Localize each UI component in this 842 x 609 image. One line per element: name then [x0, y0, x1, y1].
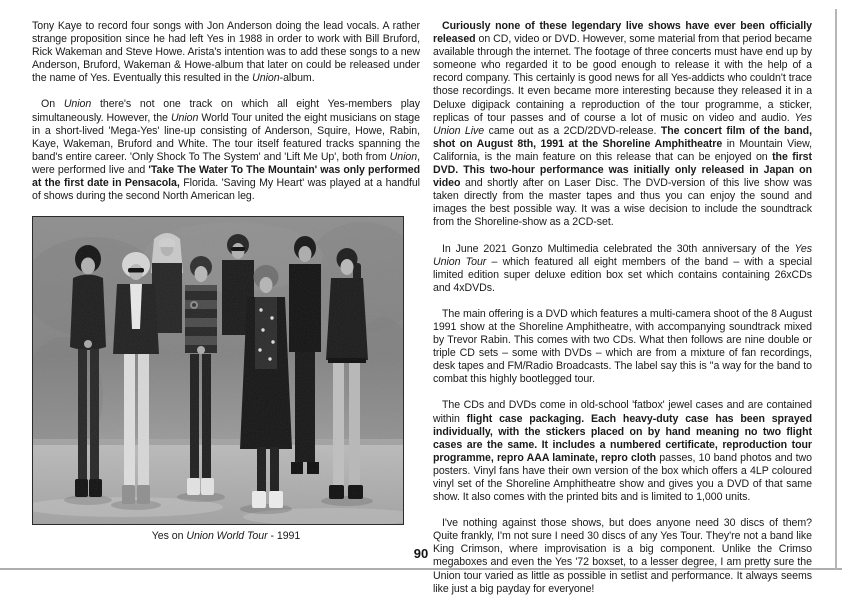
left-column: [32, 20, 420, 543]
paragraph: Curiously none of these legendary live shows have ever been officially released on CD, video or DVD. However, some material from that period became available through the internet. The footage of three concerts must have end up by someone who regarded it to be good enough to release it with the help of a record company. This certainly is good news for all Yes-addicts who couldn't trace those recordings. It even became more interesting because they released it in a Deluxe digipack containing a reproduction of the tour programme, a sticker, replicas of tour passes and of course a lot of music on video and audio. Yes Union Live came out as a 2CD/2DVD-release. The concert film of the band, shot on August 8th, 1991 at the Shoreline Amphitheatre in Mountain View, California, is the main feature on this release that can be enjoyed on the first DVD. This two-hour performance was initially only released in Japan on video and shortly after on Laser Disc. The DVD-version of this live show was taken directly from the master tapes and thus you can enjoy the sound and images the best possible way. It was a wise decision to include the soundtrack from the Shoreline-show as a 2CD-set.: [433, 20, 812, 229]
paragraph: I've nothing against those shows, but does anyone need 30 discs of them? Quite frankly, I'm not sure I need 30 discs of any Yes Tour. They're not a band like King Crimson, where improvisation is a big component. Unlike the Crimso megaboxes and even the Yes '72 boxset, to a lesser degree, I am pretty sure the Union tour varied as little as possible in setlist and performance. It always seems like just a big payday for everyone!: [433, 517, 812, 595]
paragraph: The CDs and DVDs come in old-school 'fatbox' jewel cases and are contained within flight case packaging. Each heavy-duty case has been sprayed individually, with the stickers placed on by hand meaning no two flight cases are the same. It includes a numbered certificate, reproduction tour programme, repro AAA laminate, repro cloth passes, 10 band photos and two posters. Vinyl fans have their own version of the box which offers a 4LP coloured vinyl set of the Shoreline Amphitheatre show and gives you a DVD of that same show. It also comes with the printed bits and is limited to 1,000 units.: [433, 399, 813, 504]
page-right-edge: [835, 9, 837, 569]
page-bottom-edge: [0, 568, 842, 570]
photo-caption: Yes on Union World Tour - 1991: [151, 530, 301, 543]
paragraph: Tony Kaye to record four songs with Jon Anderson doing the lead vocals. A rather strange proposition since he had left Yes in 1988 in order to work with Bill Bruford, Rick Wakeman and Steve Howe. Arista's intention was to add these songs to a new Anderson, Bruford, Wakeman & Howe-album that later on could be released under the name of Yes. Eventually this resulted in the Union-album.: [32, 20, 420, 85]
paragraph: In June 2021 Gonzo Multimedia celebrated the 30th anniversary of the Yes Union Tour – which featured all eight members of the band – with a special limited edition super deluxe edition box set which contains containing 26xCDs and 4xDVDs.: [433, 242, 812, 294]
paragraph: The main offering is a DVD which features a multi-camera shoot of the 8 August 1991 show at the Shoreline Amphitheatre, with accompanying soundtrack mixed by Trevor Rabin. This comes with two CDs. What then follows are nine double or triple CD sets – some with DVDs – which are from a mixture of fan recordings, desk tapes and FM/Radio Broadcasts. The label say this is "a way for the band to combat this highly bootlegged tour.: [433, 307, 812, 386]
band-photo-illustration: [33, 217, 403, 524]
band-photo: [32, 216, 404, 525]
right-column: [433, 20, 812, 609]
paragraph: On Union there's not one track on which all eight Yes-members play simultaneously. However, the Union World Tour united the eight musicians on stage in a short-lived 'Mega-Yes' line-up consisting of Anderson, Squire, Howe, Rabin, Kaye, Wakeman, Bruford and White. The tour itself featured tracks spanning the band's entire career. 'Only Shock To The System' and 'Lift Me Up', both from Union, were performed live and 'Take The Water To The Mountain' was only performed at the first date in Pensacola, Florida. 'Saving My Heart' was played at a handful of shows during the second North American leg.: [32, 98, 420, 203]
page-number: 90: [413, 546, 429, 561]
band-photo-figure: [32, 216, 420, 543]
